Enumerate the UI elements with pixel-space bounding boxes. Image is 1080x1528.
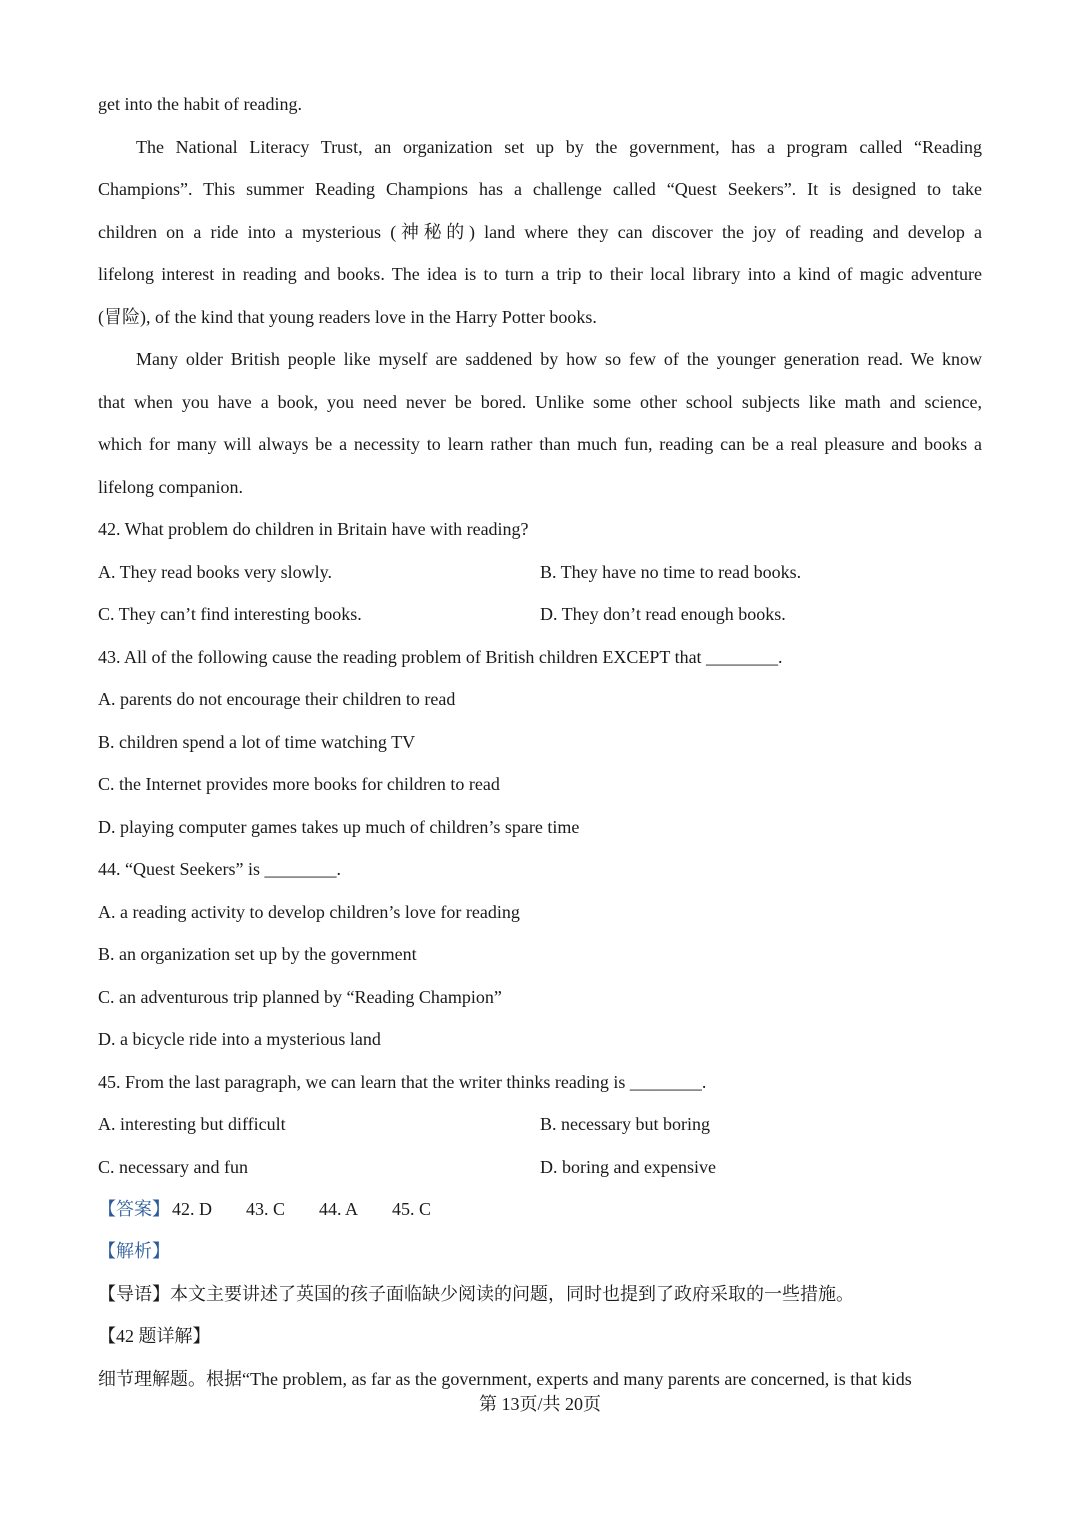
paragraph-line: Champions”. This summer Reading Champions has a challenge called “Quest Seekers”. It is designed to take xyxy=(98,179,982,199)
paragraph-line: which for many will always be a necessity to learn rather than much fun, reading can be a real pleasure and books a xyxy=(98,434,982,454)
intro-text: 本文主要讲述了英国的孩子面临缺少阅读的问题，同时也提到了政府采取的一些措施。 xyxy=(170,1284,854,1304)
question-44-stem: 44. “Quest Seekers” is ________. xyxy=(98,859,341,879)
paragraph-line: that when you have a book, you need never be bored. Unlike some other school subjects like math and science, xyxy=(98,392,982,412)
question-45-option-a: A. interesting but difficult xyxy=(98,1114,286,1134)
page-footer: 第 13页/共 20页 xyxy=(478,1394,601,1414)
paragraph-line: children on a ride into a mysterious (神秘的) land where they can discover the joy of reading and develop a xyxy=(98,222,982,242)
question-43-option-a: A. parents do not encourage their children to read xyxy=(98,689,456,709)
paragraph-line: (冒险), of the kind that young readers love in the Harry Potter books. xyxy=(98,307,597,327)
answer-item: 43. C xyxy=(246,1199,286,1219)
detail-42-text: 细节理解题。根据“The problem, as far as the government, experts and many parents are concerned, is that kids xyxy=(98,1369,912,1389)
question-44-option-b: B. an organization set up by the government xyxy=(98,944,417,964)
question-43-option-d: D. playing computer games takes up much of children’s spare time xyxy=(98,817,580,837)
answer-item: 45. C xyxy=(392,1199,432,1219)
question-42-option-a: A. They read books very slowly. xyxy=(98,562,332,582)
question-45-option-d: D. boring and expensive xyxy=(540,1157,716,1177)
question-42-option-b: B. They have no time to read books. xyxy=(540,562,802,582)
paragraph-line: lifelong companion. xyxy=(98,477,243,497)
answer-item: 42. D xyxy=(172,1199,212,1219)
question-43-stem: 43. All of the following cause the reading problem of British children EXCEPT that ________. xyxy=(98,647,783,667)
question-44-option-d: D. a bicycle ride into a mysterious land xyxy=(98,1029,381,1049)
question-44-option-c: C. an adventurous trip planned by “Reading Champion” xyxy=(98,987,502,1007)
answer-item: 44. A xyxy=(319,1199,359,1219)
question-44-option-a: A. a reading activity to develop children’s love for reading xyxy=(98,902,520,922)
intro-label: 【导语】 xyxy=(98,1284,170,1304)
paragraph-line: lifelong interest in reading and books. The idea is to turn a trip to their local library into a kind of magic adventure xyxy=(98,264,982,284)
answer-label: 【答案】 xyxy=(98,1199,170,1219)
question-42-option-d: D. They don’t read enough books. xyxy=(540,604,786,624)
question-42-option-c: C. They can’t find interesting books. xyxy=(98,604,362,624)
question-45-option-c: C. necessary and fun xyxy=(98,1157,248,1177)
analysis-label: 【解析】 xyxy=(98,1241,170,1261)
paragraph-line: Many older British people like myself are saddened by how so few of the younger generation read. We know xyxy=(136,349,982,369)
question-45-stem: 45. From the last paragraph, we can learn that the writer thinks reading is ________. xyxy=(98,1072,707,1092)
question-45-option-b: B. necessary but boring xyxy=(540,1114,710,1134)
question-43-option-b: B. children spend a lot of time watching TV xyxy=(98,732,416,752)
question-42-stem: 42. What problem do children in Britain have with reading? xyxy=(98,519,529,539)
intro-row xyxy=(98,1282,982,1306)
passage-text: get into the habit of reading. xyxy=(98,94,302,114)
paragraph-line: The National Literacy Trust, an organization set up by the government, has a program called “Reading xyxy=(136,137,982,157)
detail-42-label: 【42 题详解】 xyxy=(98,1326,211,1346)
question-43-option-c: C. the Internet provides more books for children to read xyxy=(98,774,500,794)
answer-row xyxy=(98,1197,982,1221)
